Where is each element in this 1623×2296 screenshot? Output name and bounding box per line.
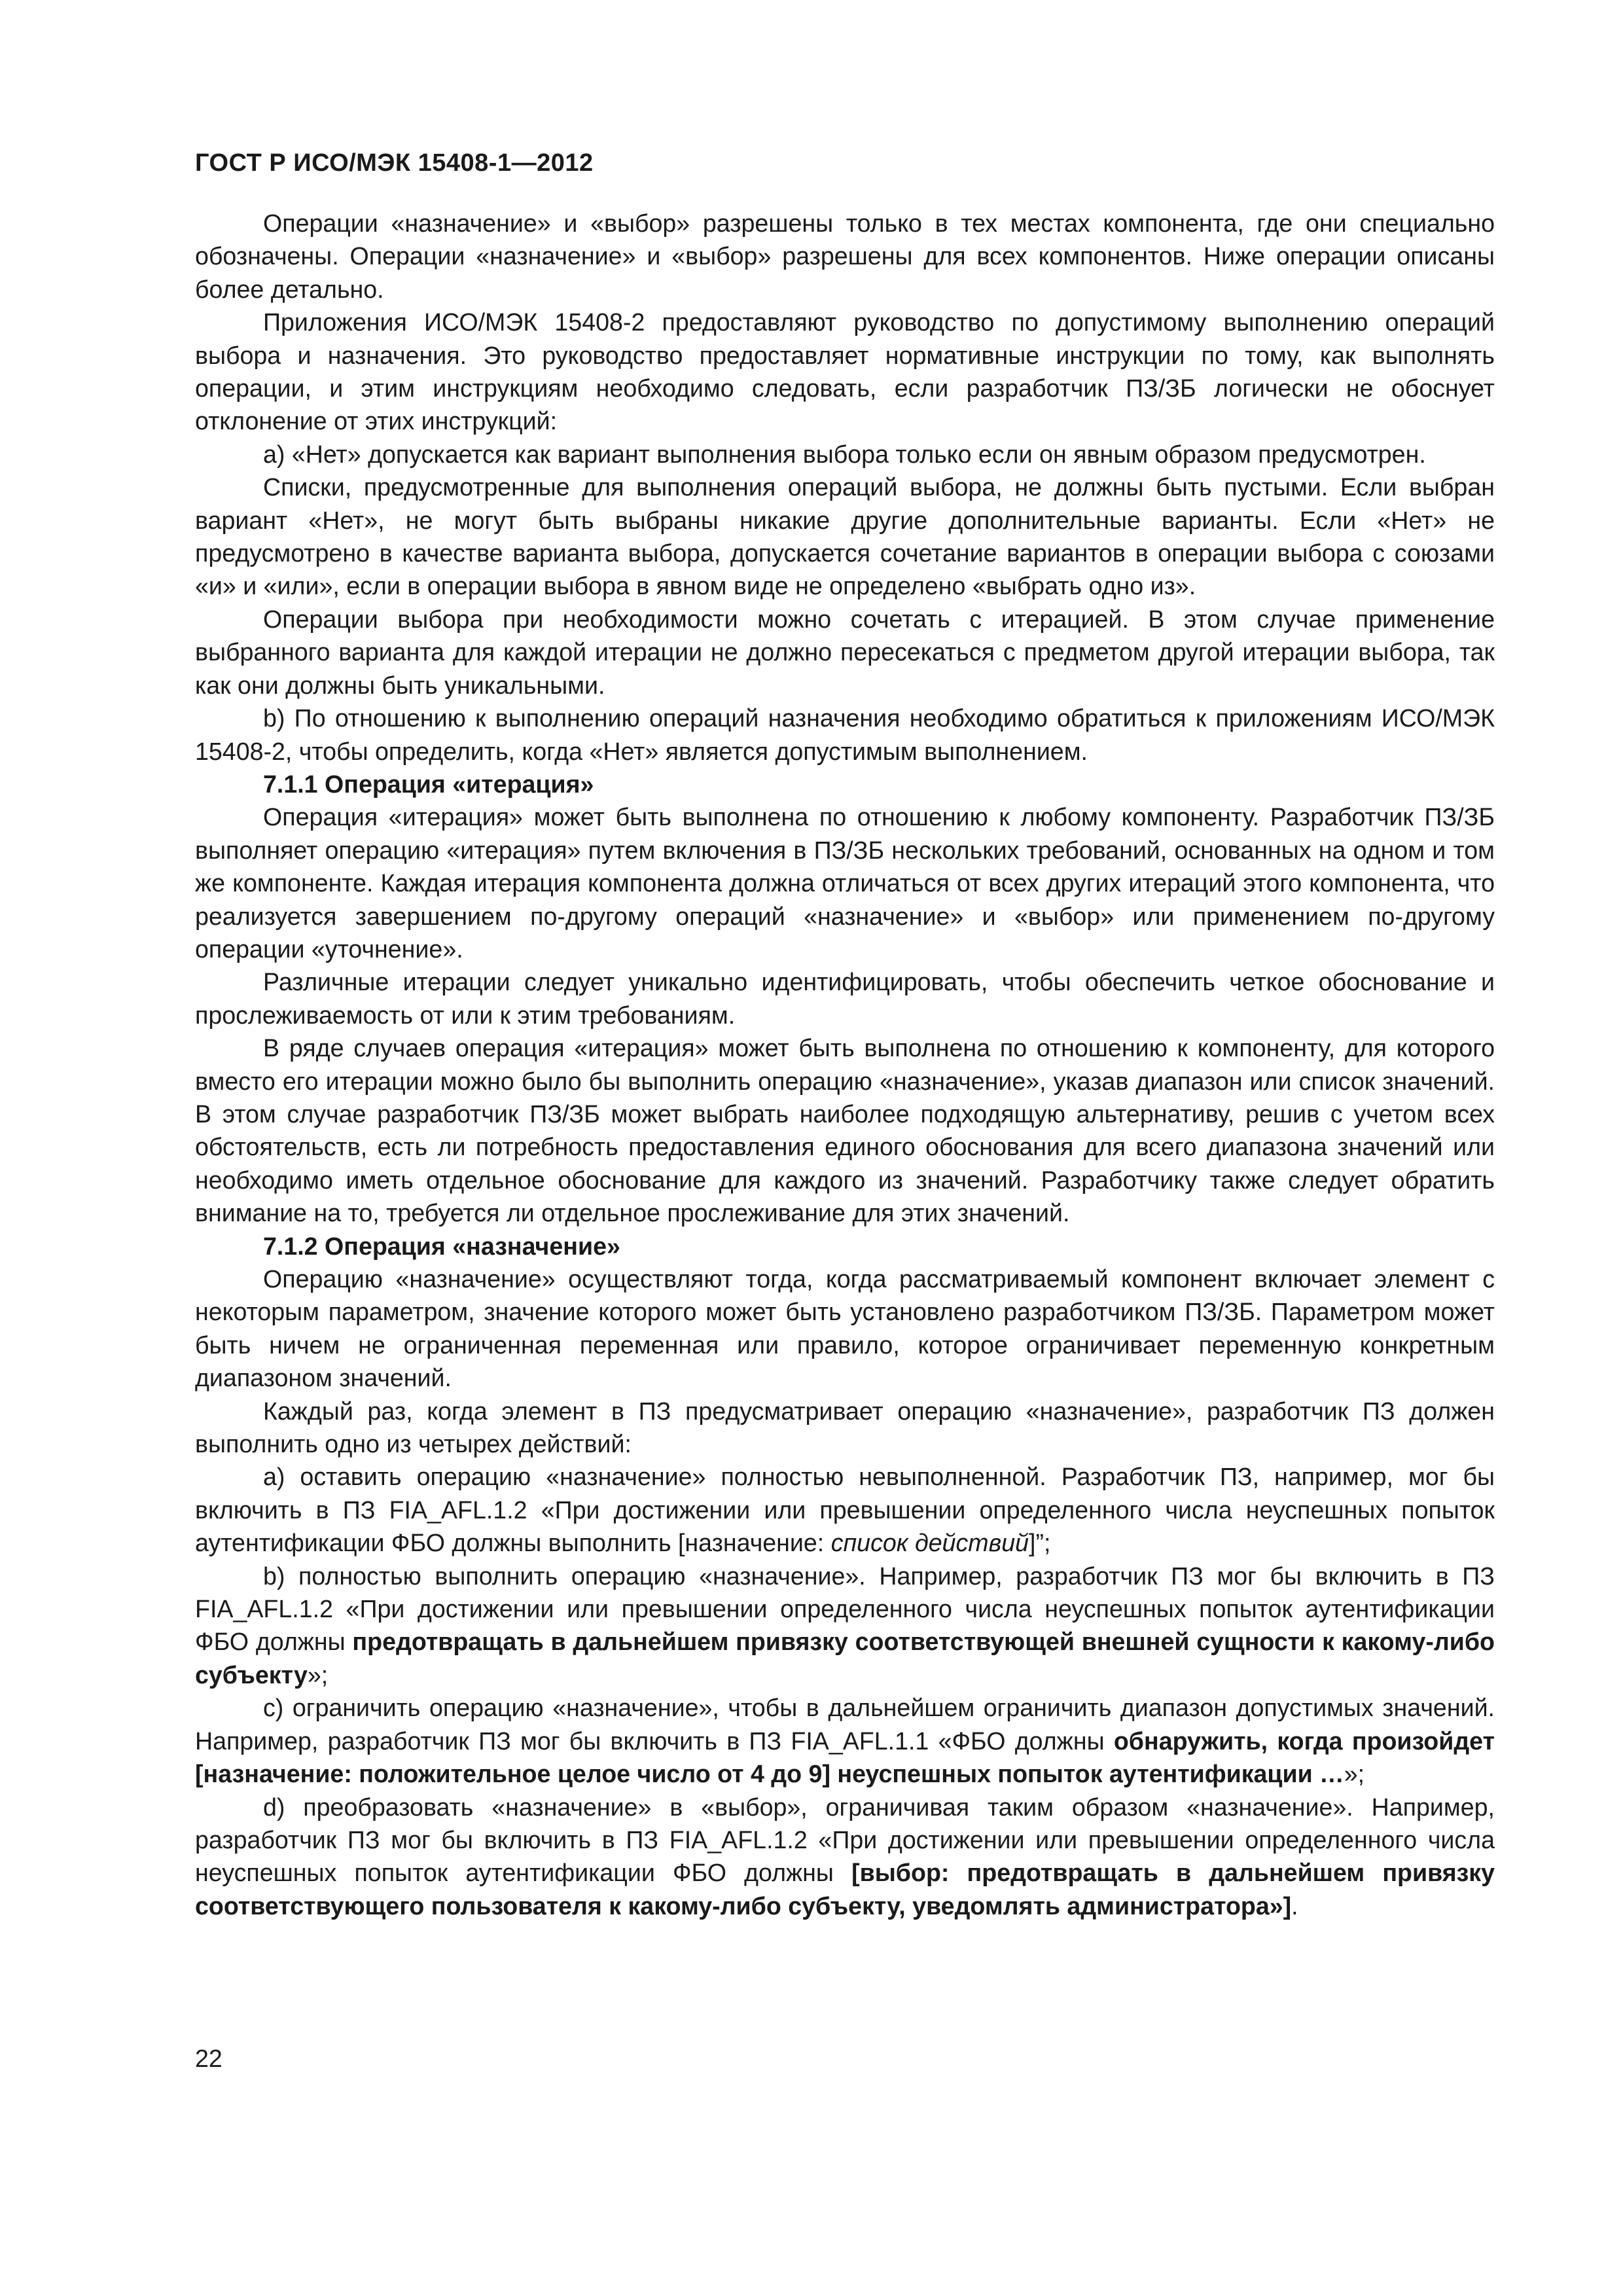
list-item-c: c) ограничить операцию «назначение», чтобы в дальнейшем ограничить диапазон допустимых значений. Например, разработчик ПЗ мог бы включить в ПЗ FIA_AFL.1.1 «ФБО должны обнаружить, когда произойдет [назначение: положительное целое число от 4 до 9] неуспешных попыток аутентификации …»; [195, 1694, 1495, 1788]
paragraph: Списки, предусмотренные для выполнения операций выбора, не должны быть пустыми. Если выбран вариант «Нет», не могут быть выбраны никакие другие дополнительные варианты. Если «Нет» не предусмотрено в качестве варианта выбора, допускается сочетание вариантов в операции выбора с союзами «и» и «или», если в операции выбора в явном виде не определено «выбрать одно из». [195, 473, 1495, 600]
paragraph: Операции «назначение» и «выбор» разрешены только в тех местах компонента, где они специально обозначены. Операции «назначение» и «выбор» разрешены для всех компонентов. Ниже операции описаны более детально. [195, 209, 1495, 303]
list-item-a: a) «Нет» допускается как вариант выполнения выбора только если он явным образом предусмотрен. [263, 440, 1426, 468]
list-item-b: b) По отношению к выполнению операций назначения необходимо обратиться к приложениям ИСО/МЭК 15408-2, чтобы определить, когда «Нет» является допустимым выполнением. [195, 704, 1495, 765]
paragraph: В ряде случаев операция «итерация» может быть выполнена по отношению к компоненту, для которого вместо его итерации можно было бы выполнить операцию «назначение», указав диапазон или список значений. В этом случае разработчик ПЗ/ЗБ может выбрать наиболее подходящую альтернативу, решив с учетом всех обстоятельств, есть ли потребность предоставления единого обоснования для всего диапазона значений или необходимо иметь отдельное обоснование для каждого из значений. Разработчику также следует обратить внимание на то, требуется ли отдельное прослеживание для этих значений. [195, 1034, 1495, 1227]
page-header: ГОСТ Р ИСО/МЭК 15408-1—2012 [195, 149, 594, 177]
list-item-b: b) полностью выполнить операцию «назначение». Например, разработчик ПЗ мог бы включить в ПЗ FIA_AFL.1.2 «При достижении или превышении определенного числа неуспешных попыток аутентификации ФБО должны предотвращать в дальнейшем привязку соответствующей внешней сущности к какому-либо субъекту»; [195, 1562, 1495, 1689]
page-number: 22 [195, 2045, 223, 2072]
list-item-a: a) оставить операцию «назначение» полностью невыполненной. Разработчик ПЗ, например, мог бы включить в ПЗ FIA_AFL.1.2 «При достижении или превышении определенного числа неуспешных попыток аутентификации ФБО должны выполнить [назначение: список действий]”; [195, 1463, 1495, 1557]
section-heading-7-1-1: 7.1.1 Операция «итерация» [263, 770, 594, 798]
paragraph: Различные итерации следует уникально идентифицировать, чтобы обеспечить четкое обоснование и прослеживаемость от или к этим требованиям. [195, 968, 1495, 1029]
document-body [195, 207, 1495, 1922]
paragraph: Операцию «назначение» осуществляют тогда, когда рассматриваемый компонент включает элемент с некоторым параметром, значение которого может быть установлено разработчиком ПЗ/ЗБ. Параметром может быть ничем не ограниченная переменная или правило, которое ограничивает переменную конкретным диапазоном значений. [195, 1265, 1495, 1392]
section-heading-7-1-2: 7.1.2 Операция «назначение» [263, 1232, 620, 1260]
paragraph: Каждый раз, когда элемент в ПЗ предусматривает операцию «назначение», разработчик ПЗ должен выполнить одно из четырех действий: [195, 1397, 1495, 1458]
paragraph: Операция «итерация» может быть выполнена по отношению к любому компоненту. Разработчик ПЗ/ЗБ выполняет операцию «итерация» путем включения в ПЗ/ЗБ нескольких требований, основанных на одном и том же компоненте. Каждая итерация компонента должна отличаться от всех других итераций этого компонента, что реализуется завершением по-другому операций «назначение» и «выбор» или применением по-другому операции «уточнение». [195, 803, 1495, 963]
paragraph: Операции выбора при необходимости можно сочетать с итерацией. В этом случае применение выбранного варианта для каждой итерации не должно пересекаться с предметом другой итерации выбора, так как они должны быть уникальными. [195, 605, 1495, 699]
list-item-d: d) преобразовать «назначение» в «выбор», ограничивая таким образом «назначение». Например, разработчик ПЗ мог бы включить в ПЗ FIA_AFL.1.2 «При достижении или превышении определенного числа неуспешных попыток аутентификации ФБО должны [выбор: предотвращать в дальнейшем привязку соответствующего пользователя к какому-либо субъекту, уведомлять администратора»]. [195, 1793, 1495, 1920]
paragraph: Приложения ИСО/МЭК 15408-2 предоставляют руководство по допустимому выполнению операций выбора и назначения. Это руководство предоставляет нормативные инструкции по тому, как выполнять операции, и этим инструкциям необходимо следовать, если разработчик ПЗ/ЗБ логически не обоснует отклонение от этих инструкций: [195, 308, 1495, 435]
